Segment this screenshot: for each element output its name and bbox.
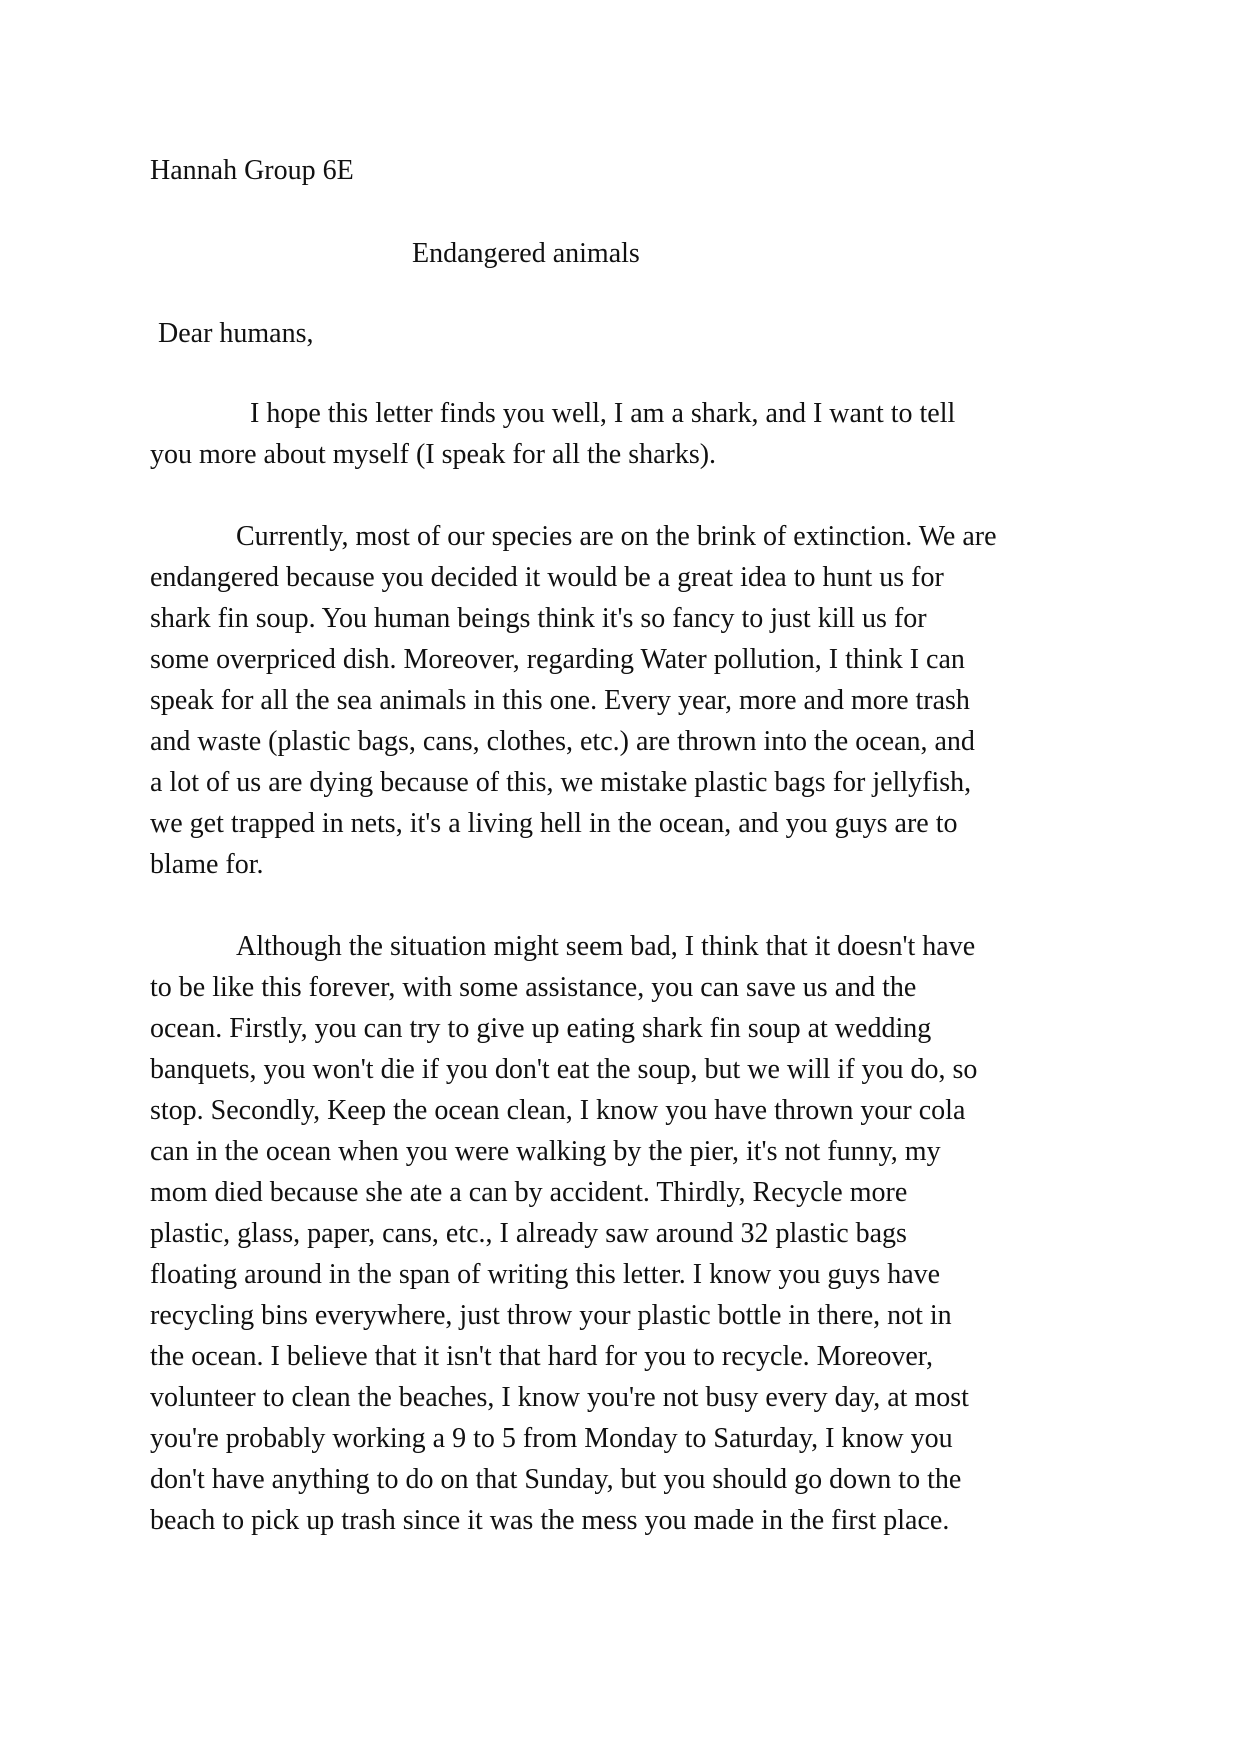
paragraph-line: don't have anything to do on that Sunday, but you should go down to the: [150, 1464, 962, 1495]
paragraph-line: can in the ocean when you were walking by the pier, it's not funny, my: [150, 1136, 941, 1167]
paragraph-line: to be like this forever, with some assistance, you can save us and the: [150, 972, 917, 1003]
paragraph-line: some overpriced dish. Moreover, regarding Water pollution, I think I can: [150, 644, 965, 675]
paragraph-solutions: [150, 926, 1090, 1541]
salutation: Dear humans,: [158, 318, 314, 349]
paragraph-line: you're probably working a 9 to 5 from Monday to Saturday, I know you: [150, 1423, 953, 1454]
paragraph-line: we get trapped in nets, it's a living hell in the ocean, and you guys are to: [150, 808, 958, 839]
paragraph-line: Currently, most of our species are on the brink of extinction. We are: [236, 521, 997, 552]
paragraph-line: blame for.: [150, 849, 264, 880]
paragraph-line: beach to pick up trash since it was the mess you made in the first place.: [150, 1505, 950, 1536]
paragraph-line: banquets, you won't die if you don't eat the soup, but we will if you do, so: [150, 1054, 978, 1085]
paragraph-line: the ocean. I believe that it isn't that hard for you to recycle. Moreover,: [150, 1341, 933, 1372]
paragraph-line: I hope this letter finds you well, I am a shark, and I want to tell: [250, 398, 956, 429]
paragraph-line: and waste (plastic bags, cans, clothes, etc.) are thrown into the ocean, and: [150, 726, 975, 757]
paragraph-line: Although the situation might seem bad, I think that it doesn't have: [236, 931, 976, 962]
paragraph-line: endangered because you decided it would be a great idea to hunt us for: [150, 562, 944, 593]
paragraph-problems: [150, 516, 1090, 885]
paragraph-line: mom died because she ate a can by accident. Thirdly, Recycle more: [150, 1177, 908, 1208]
paragraph-line: volunteer to clean the beaches, I know you're not busy every day, at most: [150, 1382, 969, 1413]
paragraph-line: you more about myself (I speak for all the sharks).: [150, 439, 717, 470]
paragraph-line: plastic, glass, paper, cans, etc., I already saw around 32 plastic bags: [150, 1218, 907, 1249]
paragraph-intro: [150, 393, 1090, 475]
paragraph-line: a lot of us are dying because of this, we mistake plastic bags for jellyfish,: [150, 767, 972, 798]
author-line: Hannah Group 6E: [150, 155, 354, 186]
paragraph-line: shark fin soup. You human beings think it's so fancy to just kill us for: [150, 603, 927, 634]
letter-body: [150, 393, 1090, 1582]
paragraph-line: speak for all the sea animals in this one. Every year, more and more trash: [150, 685, 970, 716]
letter-title: Endangered animals: [412, 238, 640, 269]
paragraph-line: floating around in the span of writing this letter. I know you guys have: [150, 1259, 941, 1290]
paragraph-line: recycling bins everywhere, just throw your plastic bottle in there, not in: [150, 1300, 952, 1331]
paragraph-line: stop. Secondly, Keep the ocean clean, I know you have thrown your cola: [150, 1095, 966, 1126]
paragraph-line: ocean. Firstly, you can try to give up eating shark fin soup at wedding: [150, 1013, 932, 1044]
